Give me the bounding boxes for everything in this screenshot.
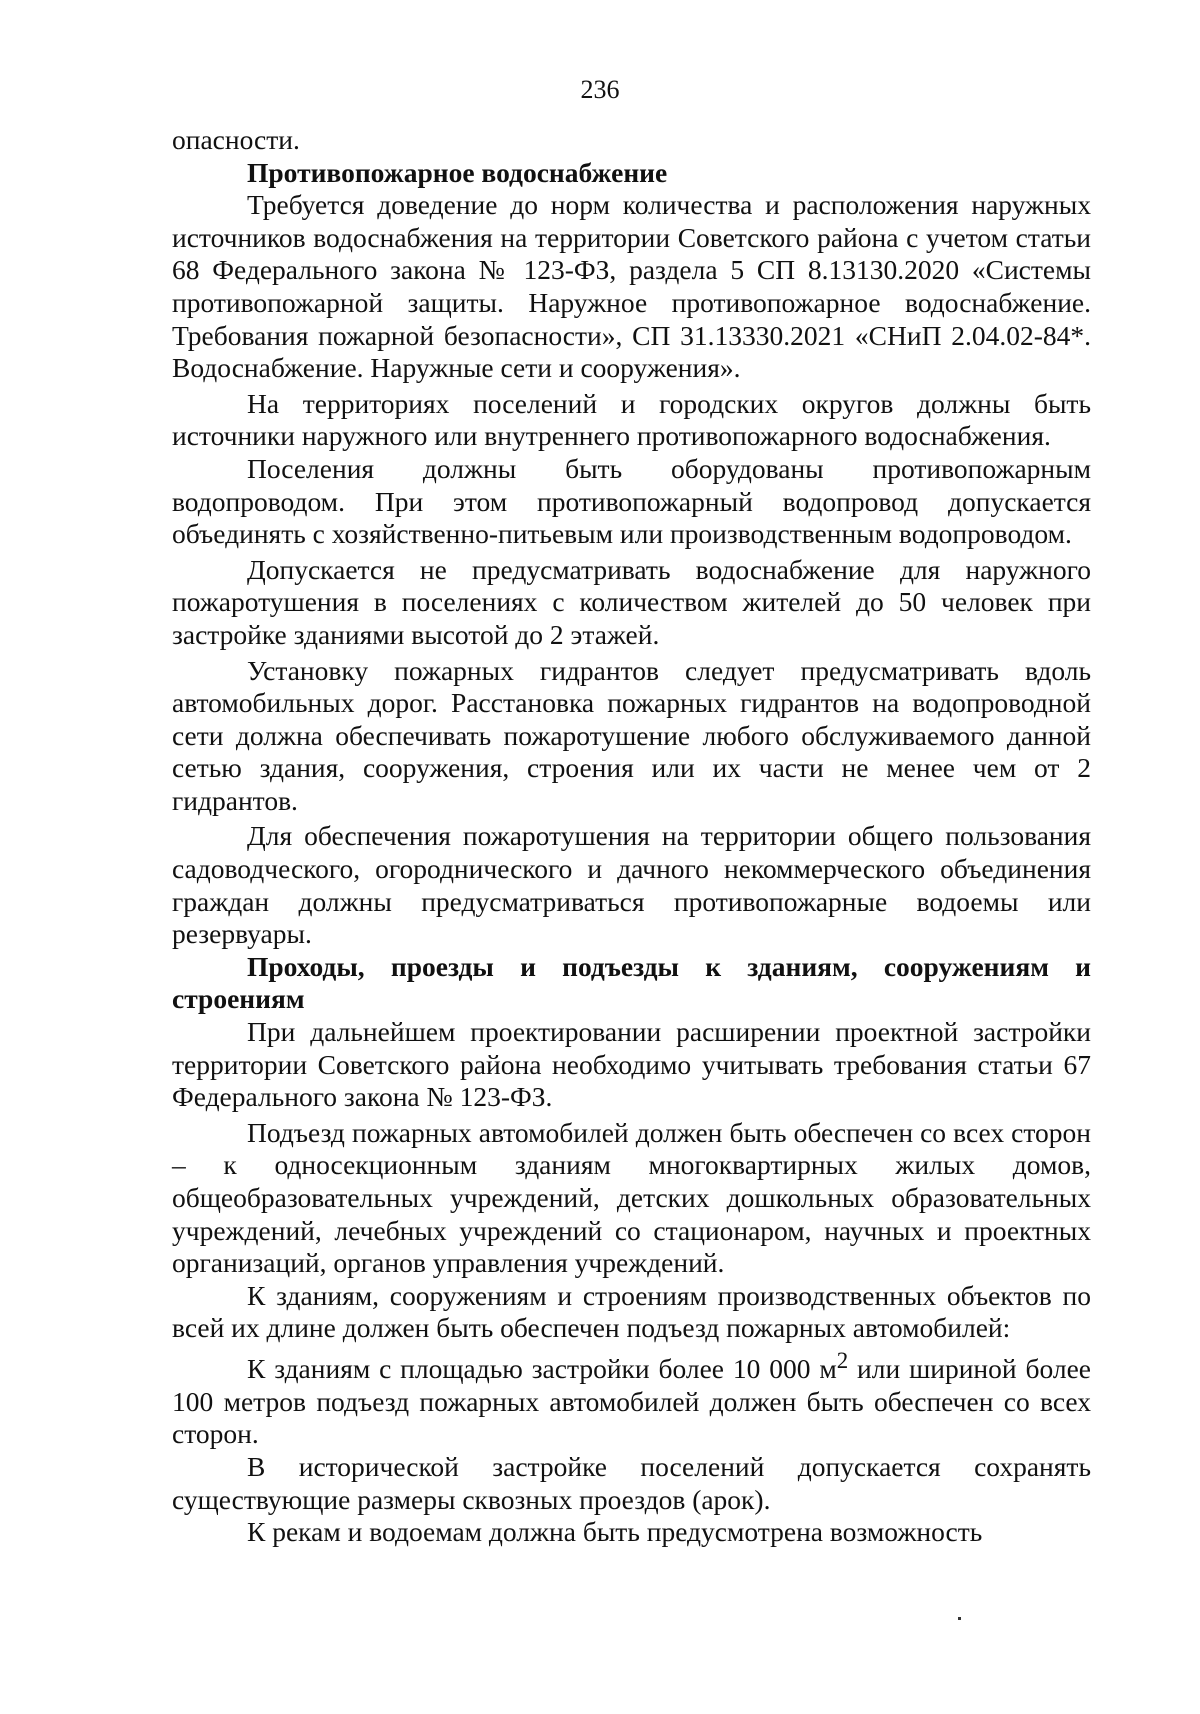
paragraph: Для обеспечения пожаротушения на территории общего пользования садоводческого, огороднического и дачного некоммерческого объединения граждан должны предусматриваться противопожарные водоемы или резервуары. [172, 820, 1091, 950]
section-heading-water-supply: Противопожарное водоснабжение [247, 156, 668, 188]
paragraph: При дальнейшем проектировании расширении проектной застройки территории Советского района необходимо учитывать требования статьи 67 Федерального закона № 123-ФЗ. [172, 1016, 1091, 1113]
scan-artifact-dot [958, 1617, 961, 1620]
paragraph: опасности. [172, 124, 300, 155]
page-number: 236 [580, 75, 620, 104]
paragraph-with-superscript [172, 1345, 1091, 1451]
paragraph: На территориях поселений и городских округов должны быть источники наружного или внутреннего противопожарного водоснабжения. [172, 387, 1091, 452]
paragraph: К рекам и водоемам должна быть предусмотрена возможность [247, 1516, 983, 1548]
paragraph-text-before: К зданиям с площадью застройки более 10 000 м [247, 1353, 837, 1385]
paragraph: Допускается не предусматривать водоснабжение для наружного пожаротушения в поселениях с количеством жителей до 50 человек при застройке зданиями высотой до 2 этажей. [172, 553, 1091, 650]
paragraph: Установку пожарных гидрантов следует предусматривать вдоль автомобильных дорог. Расстановка пожарных гидрантов на водопроводной сети должна обеспечивать пожаротушение любого обслуживаемого данной сетью здания, сооружения, строения или их части не менее чем от 2 гидрантов. [172, 654, 1091, 816]
superscript-exponent: 2 [836, 1347, 849, 1373]
paragraph: Поселения должны быть оборудованы противопожарным водопроводом. При этом противопожарный водопровод допускается объединять с хозяйственно-питьевым или производственным водопроводом. [172, 452, 1091, 550]
paragraph: К зданиям, сооружениям и строениям производственных объектов по всей их длине должен быть обеспечен подъезд пожарных автомобилей: [172, 1279, 1091, 1344]
document-body [172, 124, 1091, 1549]
paragraph: Подъезд пожарных автомобилей должен быть обеспечен со всех сторон – к односекционным зданиям многоквартирных жилых домов, общеобразовательных учреждений, детских дошкольных образовательных учреждений, лечебных учреждений со стационаром, научных и проектных организаций, органов управления учреждений. [172, 1116, 1091, 1279]
paragraph: В исторической застройке поселений допускается сохранять существующие размеры сквозных проездов (арок). [172, 1450, 1091, 1515]
section-heading-access-routes: Проходы, проезды и подъезды к зданиям, сооружениям и строениям [172, 950, 1091, 1015]
paragraph-text-after: или шириной более 100 метров подъезд пожарных автомобилей должен быть обеспечен со всех сторон. [172, 1353, 1091, 1450]
paragraph: Требуется доведение до норм количества и расположения наружных источников водоснабжения на территории Советского района с учетом статьи 68 Федерального закона № 123-ФЗ, раздела 5 СП 8.13130.2020 «Системы противопожарной защиты. Наружное противопожарное водоснабжение. Требования пожарной безопасности», СП 31.13330.2021 «СНиП 2.04.02-84*. Водоснабжение. Наружные сети и сооружения». [172, 189, 1091, 384]
